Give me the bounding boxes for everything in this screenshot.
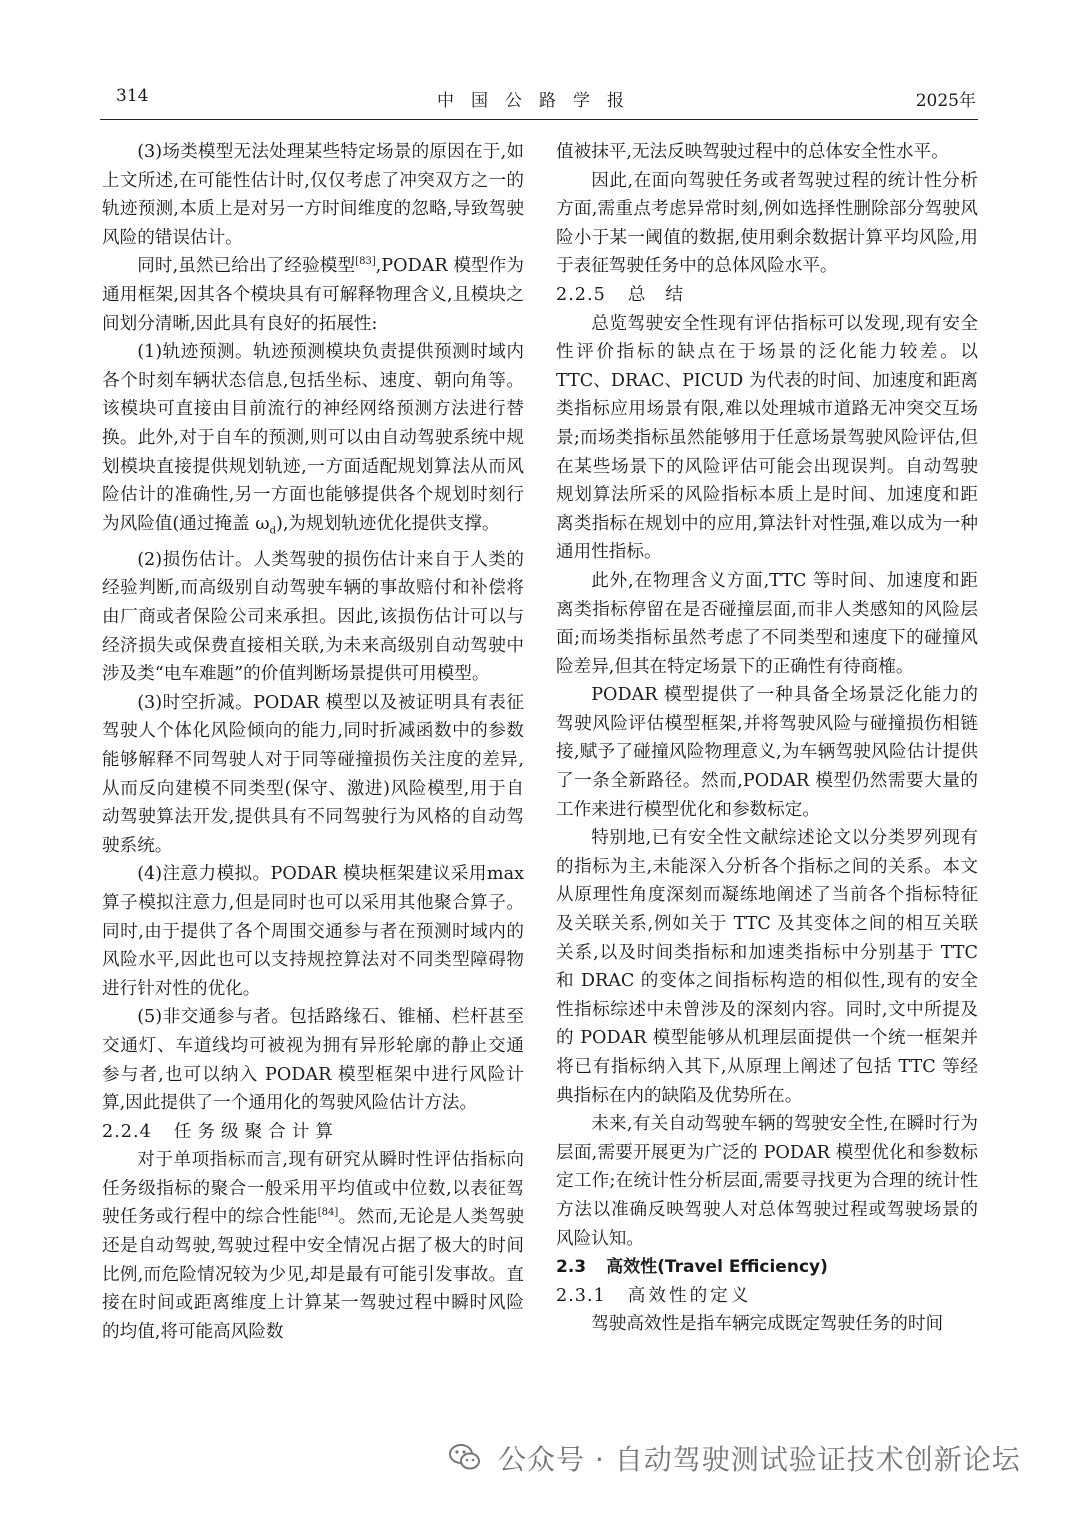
citation-ref[interactable]: [83] (355, 256, 376, 268)
paragraph: (5)非交通参与者。包括路缘石、锥桶、栏杆甚至交通灯、车道线均可被视为拥有异形轮廓的静止交通参与者,也可以纳入 PODAR 模型框架中进行风险计算,因此提供了一个通用化的驾驶风险估计方法。 (102, 1007, 524, 1114)
paragraph: (2)损伤估计。人类驾驶的损伤估计来自于人类的经验判断,而高级别自动驾驶车辆的事故赔付和补偿将由厂商或者保险公司来承担。因此,该损伤估计可以与经济损失或保费直接相关联,为未来高级别自动驾驶中涉及类“电车难题”的价值判断场景提供可用模型。 (102, 549, 524, 685)
paragraph: PODAR 模型提供了一种具备全场景泛化能力的驾驶风险评估模型框架,并将驾驶风险与碰撞损伤相链接,赋予了碰撞风险物理意义,为车辆驾驶风险估计提供了一条全新路径。然而,PODAR 模型仍然需要大量的工作来进行模型优化和参数标定。 (556, 685, 978, 820)
section-heading: 2.3.1 高效性的定义 (556, 1285, 752, 1306)
paragraph: 驾驶高效性是指车辆完成既定驾驶任务的时间 (591, 1314, 944, 1335)
section-heading: 2.3 高效性(Travel Efficiency) (556, 1257, 828, 1278)
paragraph: (1)轨迹预测。轨迹预测模块负责提供预测时域内各个时刻车辆状态信息,包括坐标、速度、朝向角等。该模块可直接由目前流行的神经网络预测方法进行替换。此外,对于自车的预测,则可以由自动驾驶系统中规划模块直接提供规划轨迹,一方面适配规划算法从而风险估计的准确性,另一方面也能够提供各个规划时刻行为风险值(通过掩盖 $\omega_d$),为规划轨迹优化提供支撑。 (102, 342, 524, 537)
wechat-logo-icon (448, 1440, 482, 1474)
paragraph: 因此,在面向驾驶任务或者驾驶过程的统计性分析方面,需重点考虑异常时刻,例如选择性删除部分驾驶风险小于某一阈值的数据,使用剩余数据计算平均风险,用于表征驾驶任务中的总体风险水平。 (556, 170, 978, 277)
paragraph: (4)注意力模拟。PODAR 模块框架建议采用max 算子模拟注意力,但是同时也可以采用其他聚合算子。同时,由于提供了各个周围交通参与者在预测时域内的风险水平,因此也可以支持规控算法对不同类型障碍物进行针对性的优化。 (102, 864, 524, 999)
paragraph: 对于单项指标而言,现有研究从瞬时性评估指标向任务级指标的聚合一般采用平均值或中位数,以表征驾驶任务或行程中的综合性能[84]。然而,无论是人类驾驶还是自动驾驶,驾驶过程中安全情况占据了极大的时间比例,而危险情况较为少见,却是最有可能引发事故。直接在时间或距离维度上计算某一驾驶过程中瞬时风险的均值,将可能高风险数 (102, 1150, 524, 1342)
journal-title: 中国公路学报 (437, 91, 641, 111)
right-column (556, 138, 978, 1339)
paragraph: 值被抹平,无法反映驾驶过程中的总体安全性水平。 (556, 142, 949, 162)
paragraph: 特别地,已有安全性文献综述论文以分类罗列现有的指标为主,未能深入分析各个指标之间的关系。本文从原理性角度深刻而凝练地阐述了当前各个指标特征及关联关系,例如关于 TTC 及其变体之间的相互关联关系,以及时间类指标和加速类指标中分别基于 TTC 和 DRAC 的变体之间指标构造的相似性,现有的安全性指标综述中未曾涉及的深刻内容。同时,文中所提及的 PODAR 模型能够从机理层面提供一个统一框架并将已有指标纳入其下,从原理上阐述了包括 TTC 等经典指标在内的缺陷及优势所在。 (556, 828, 978, 1106)
paragraph: (3)时空折减。PODAR 模型以及被证明具有表征驾驶人个体化风险倾向的能力,同时折减函数中的参数能够解释不同驾驶人对于同等碰撞损伤关注度的差异,从而反向建模不同类型(保守、激进)风险模型,用于自动驾驶算法开发,提供具有不同驾驶行为风格的自动驾驶系统。 (102, 692, 524, 856)
paragraph: 未来,有关自动驾驶车辆的驾驶安全性,在瞬时行为层面,需要开展更为广泛的 PODAR 模型优化和参数标定工作;在统计性分析层面,需要寻找更为合理的统计性方法以准确反映驾驶人对总体驾驶过程或驾驶场景的风险认知。 (556, 1114, 978, 1249)
watermark-text: 公众号 · 自动驾驶测试验证技术创新论坛 (498, 1443, 1021, 1476)
citation-ref[interactable]: [84] (317, 1207, 339, 1219)
watermark (440, 1432, 1050, 1484)
paragraph: 总览驾驶安全性现有评估指标可以发现,现有安全性评价指标的缺点在于场景的泛化能力较差。以 TTC、DRAC、PICUD 为代表的时间、加速度和距离类指标应用场景有限,难以处理城市道路无冲突交互场景;而场类指标虽然能够用于任意场景驾驶风险评估,但在某些场景下的风险评估可能会出现误判。自动驾驶规划算法所采的风险指标本质上是时间、加速度和距离类指标在规划中的应用,算法针对性强,难以成为一种通用性指标。 (556, 313, 978, 563)
section-heading: 2.2.5 总结 (556, 284, 703, 305)
paragraph: (3)场类模型无法处理某些特定场景的原因在于,如上文所述,在可能性估计时,仅仅考虑了冲突双方之一的轨迹预测,本质上是对另一方时间维度的忽略,导致驾驶风险的错误估计。 (102, 142, 524, 248)
paragraph: 同时,虽然已给出了经验模型[83],PODAR 模型作为通用框架,因其各个模块具有可解释物理含义,且模块之间划分清晰,因此具有良好的拓展性: (102, 256, 524, 334)
publication-year: 2025年 (915, 91, 976, 111)
paragraph: 此外,在物理含义方面,TTC 等时间、加速度和距离类指标停留在是否碰撞层面,而非人类感知的风险层面;而场类指标虽然考虑了不同类型和速度下的碰撞风险差异,但其在特定场景下的正确性有待商榷。 (556, 570, 978, 677)
page-header (100, 86, 978, 116)
section-heading: 2.2.4 任务级聚合计算 (102, 1121, 339, 1142)
left-column (102, 138, 524, 1346)
page-number: 314 (116, 86, 149, 106)
header-rule (100, 119, 978, 120)
